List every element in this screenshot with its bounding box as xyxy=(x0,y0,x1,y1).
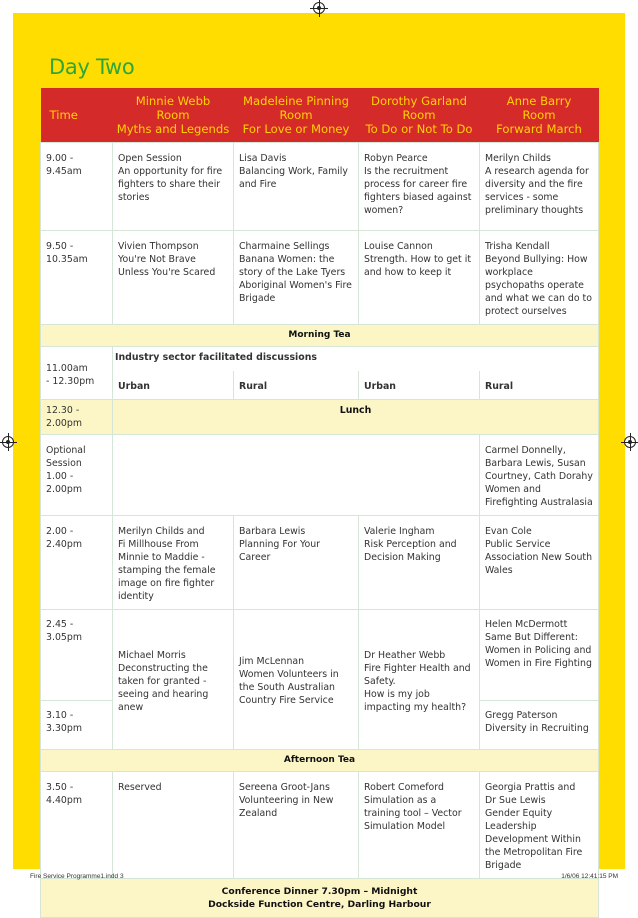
room-word: Room xyxy=(156,108,190,122)
room-header-2 xyxy=(234,88,359,143)
room-theme: To Do or Not To Do xyxy=(365,122,473,136)
empty-cell xyxy=(113,435,480,516)
time-cell: 2.00 - 2.40pm xyxy=(41,516,113,610)
time-cell: Optional Session 1.00 - 2.00pm xyxy=(41,435,113,516)
session-cell: Michael Morris Deconstructing the taken for granted - seeing and hearing anew xyxy=(113,610,234,750)
room-theme: Myths and Legends xyxy=(116,122,230,136)
room-header-4 xyxy=(480,88,599,143)
session-cell: Jim McLennan Women Volunteers in the South Australian Country Fire Service xyxy=(234,610,359,750)
time-cell: 3.10 - 3.30pm xyxy=(46,710,82,734)
session-cell: Robert Comeford Simulation as a training tool – Vector Simulation Model xyxy=(359,772,480,879)
session-cell: Dr Heather Webb Fire Fighter Health and Safety. How is my job impacting my health? xyxy=(359,610,480,750)
sector-label: Urban xyxy=(359,371,480,400)
industry-heading-row xyxy=(41,347,599,372)
session-cell: Louise Cannon Strength. How to get it and how to keep it xyxy=(359,231,480,325)
industry-labels-row xyxy=(41,371,599,400)
lunch-row xyxy=(41,400,599,435)
room-name: Dorothy Garland xyxy=(371,94,467,108)
dinner-cell xyxy=(41,879,599,918)
room-word: Room xyxy=(402,108,436,122)
afternoon-tea-label: Afternoon Tea xyxy=(41,750,599,772)
dinner-time: Conference Dinner 7.30pm – Midnight xyxy=(221,886,418,897)
session-cell: Trisha Kendall Beyond Bullying: How workplace psychopaths operate and what we can do to protect ourselves xyxy=(480,231,599,325)
sector-label: Rural xyxy=(234,371,359,400)
session-cell: Helen McDermott Same But Different: Women in Policing and Women in Fire Fighting xyxy=(480,610,598,701)
sector-label: Rural xyxy=(480,371,599,400)
industry-heading: Industry sector facilitated discussions xyxy=(113,347,599,372)
time-cell: 2.45 - 3.05pm xyxy=(41,610,112,701)
time-cell: 12.30 - 2.00pm xyxy=(41,400,113,435)
session-row xyxy=(41,516,599,610)
registration-mark-icon xyxy=(313,2,325,14)
session-row xyxy=(41,143,599,231)
time-cell: 9.00 - 9.45am xyxy=(41,143,113,231)
break-row xyxy=(41,750,599,772)
session-cell: Vivien Thompson You're Not Brave Unless You're Scared xyxy=(113,231,234,325)
room-theme: Forward March xyxy=(496,122,582,136)
session-row xyxy=(41,772,599,879)
sector-label: Urban xyxy=(113,371,234,400)
session-cell: Barbara Lewis Planning For Your Career xyxy=(234,516,359,610)
dinner-row xyxy=(41,879,599,918)
session-cell: Open Session An opportunity for fire fighters to share their stories xyxy=(113,143,234,231)
time-header: Time xyxy=(41,88,113,143)
room-header-3 xyxy=(359,88,480,143)
session-cell: Charmaine Sellings Banana Women: the story of the Lake Tyers Aboriginal Women's Fire Brigade xyxy=(234,231,359,325)
schedule-table xyxy=(40,88,599,918)
session-cell: Merilyn Childs and Fi Millhouse From Minnie to Maddie - stamping the female image on fire fighter identity xyxy=(113,516,234,610)
session-cell: Reserved xyxy=(113,772,234,879)
session-cell: Sereena Groot-Jans Volunteering in New Zealand xyxy=(234,772,359,879)
room-name: Minnie Webb xyxy=(135,94,211,108)
room-theme: For Love or Money xyxy=(242,122,350,136)
room-name: Madeleine Pinning xyxy=(243,94,349,108)
morning-tea-label: Morning Tea xyxy=(41,325,599,347)
optional-row xyxy=(41,435,599,516)
session-cell: Evan Cole Public Service Association New South Wales xyxy=(480,516,599,610)
time-cell: 11.00am - 12.30pm xyxy=(41,347,113,400)
timestamp-slug: 1/6/06 12:41:15 PM xyxy=(561,873,618,880)
page-title: Day Two xyxy=(49,55,135,79)
file-slug: Fire Service Programme1.indd 3 xyxy=(30,873,124,880)
time-cell: 9.50 - 10.35am xyxy=(41,231,113,325)
room-word: Room xyxy=(279,108,313,122)
session-row xyxy=(41,231,599,325)
registration-mark-icon xyxy=(624,436,636,448)
room-header-1 xyxy=(113,88,234,143)
session-cell-split xyxy=(480,610,599,750)
break-row xyxy=(41,325,599,347)
session-cell: Merilyn Childs A research agenda for diversity and the fire services - some preliminary thoughts xyxy=(480,143,599,231)
lunch-label: Lunch xyxy=(113,400,599,435)
session-cell: Valerie Ingham Risk Perception and Decision Making xyxy=(359,516,480,610)
header-row xyxy=(41,88,599,143)
session-cell: Gregg Paterson Diversity in Recruiting xyxy=(485,710,589,734)
session-row xyxy=(41,610,599,750)
time-cell: 3.50 - 4.40pm xyxy=(41,772,113,879)
dinner-venue: Dockside Function Centre, Darling Harbour xyxy=(208,899,431,910)
time-cell-split xyxy=(41,610,113,750)
session-cell: Robyn Pearce Is the recruitment process for career fire fighters biased against women? xyxy=(359,143,480,231)
session-cell: Carmel Donnelly, Barbara Lewis, Susan Courtney, Cath Dorahy Women and Firefighting Australasia xyxy=(480,435,599,516)
session-cell: Georgia Prattis and Dr Sue Lewis Gender Equity Leadership Development Within the Metropolitan Fire Brigade xyxy=(480,772,599,879)
room-name: Anne Barry xyxy=(506,94,572,108)
session-cell: Lisa Davis Balancing Work, Family and Fire xyxy=(234,143,359,231)
registration-mark-icon xyxy=(2,436,14,448)
room-word: Room xyxy=(522,108,556,122)
